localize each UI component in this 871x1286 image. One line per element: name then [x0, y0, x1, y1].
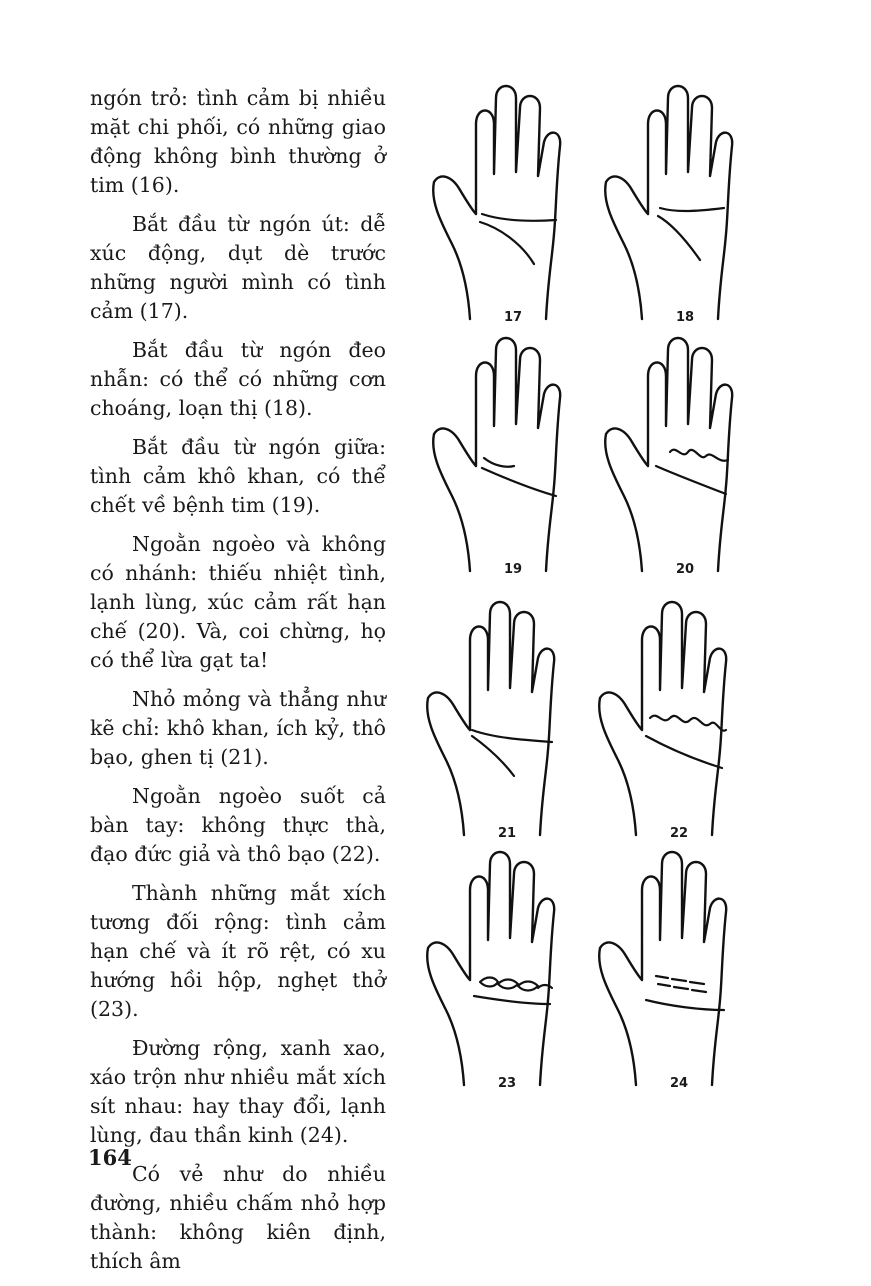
palm-drawing: [596, 850, 756, 1100]
palm-drawing: [602, 336, 762, 586]
heart-line: [480, 978, 498, 987]
hand-outline: [433, 86, 560, 319]
heart-line: [646, 736, 722, 768]
palm-drawing: [424, 850, 584, 1100]
paragraph: Có vẻ như do nhiều đường, nhiều chấm nhỏ hợp thành: không kiên định, thích âm: [90, 1162, 386, 1273]
palm-figure-23: [424, 850, 584, 1110]
palm-figure-20: [602, 336, 762, 596]
paragraph: Thành những mắt xích tương đối rộng: tình cảm hạn chế và ít rõ rệt, có xu hướng hồi hộp, nghẹt thở (23).: [90, 881, 386, 1021]
heart-line: [472, 730, 552, 742]
heart-line: [670, 450, 728, 461]
paragraph: Đường rộng, xanh xao, xáo trộn như nhiều mắt xích sít nhau: hay thay đổi, lạnh lùng, đau thần kinh (24).: [90, 1036, 386, 1147]
heart-line: [482, 214, 556, 221]
palm-drawing: [430, 336, 590, 586]
palm-figure-18: [602, 84, 762, 344]
heart-line: [674, 987, 688, 989]
heart-line: [472, 736, 514, 776]
palm-figure-22: [596, 600, 756, 860]
figure-number: 17: [504, 310, 523, 325]
palm-drawing: [602, 84, 762, 334]
heart-line: [692, 990, 706, 992]
heart-line: [484, 458, 514, 467]
heart-line: [474, 996, 550, 1004]
figure-number: 24: [670, 1076, 689, 1091]
palm-figure-21: [424, 600, 584, 860]
heart-line: [646, 1000, 724, 1010]
figure-number: 20: [676, 562, 695, 577]
heart-line: [650, 716, 726, 731]
hand-outline: [433, 338, 560, 571]
hand-outline: [605, 86, 732, 319]
hand-outline: [599, 852, 726, 1085]
heart-line: [656, 466, 726, 494]
paragraph: Ngoằn ngoèo và không có nhánh: thiếu nhiệt tình, lạnh lùng, xúc cảm rất hạn chế (20). Và, coi chừng, họ có thể lừa gạt ta!: [90, 532, 386, 672]
palm-drawing: [430, 84, 590, 334]
figure-number: 18: [676, 310, 695, 325]
heart-line: [482, 468, 556, 496]
heart-line: [658, 216, 700, 260]
paragraph: Bắt đầu từ ngón giữa: tình cảm khô khan, có thể chết về bệnh tim (19).: [90, 435, 386, 517]
hand-outline: [605, 338, 732, 571]
figure-number: 22: [670, 826, 689, 841]
paragraph: Nhỏ mỏng và thẳng như kẽ chỉ: khô khan, ích kỷ, thô bạo, ghen tị (21).: [90, 687, 386, 769]
heart-line: [538, 985, 552, 988]
palm-drawing: [596, 600, 756, 850]
page-number: 164: [88, 1145, 132, 1170]
hand-outline: [427, 602, 554, 835]
heart-line: [518, 982, 538, 991]
figure-number: 23: [498, 1076, 517, 1091]
palm-figure-24: [596, 850, 756, 1110]
paragraph: Bắt đầu từ ngón út: dễ xúc động, dụt dè trước những người mình có tình cảm (17).: [90, 212, 386, 323]
hand-outline: [427, 852, 554, 1085]
heart-line: [672, 979, 686, 981]
heart-line: [656, 976, 668, 978]
palm-figure-17: [430, 84, 590, 344]
palm-figure-19: [430, 336, 590, 596]
heart-line: [480, 222, 534, 264]
figure-number: 21: [498, 826, 517, 841]
paragraph: ngón trỏ: tình cảm bị nhiều mặt chi phối, có những giao động không bình thường ở tim (16).: [90, 86, 386, 197]
paragraph: Ngoằn ngoèo suốt cả bàn tay: không thực thà, đạo đức giả và thô bạo (22).: [90, 784, 386, 866]
heart-line: [690, 982, 704, 984]
palm-drawing: [424, 600, 584, 850]
heart-line: [658, 984, 670, 986]
figure-number: 19: [504, 562, 523, 577]
heart-line: [660, 208, 724, 211]
paragraph: Bắt đầu từ ngón đeo nhẫn: có thể có những cơn choáng, loạn thị (18).: [90, 338, 386, 420]
heart-line: [498, 980, 518, 989]
